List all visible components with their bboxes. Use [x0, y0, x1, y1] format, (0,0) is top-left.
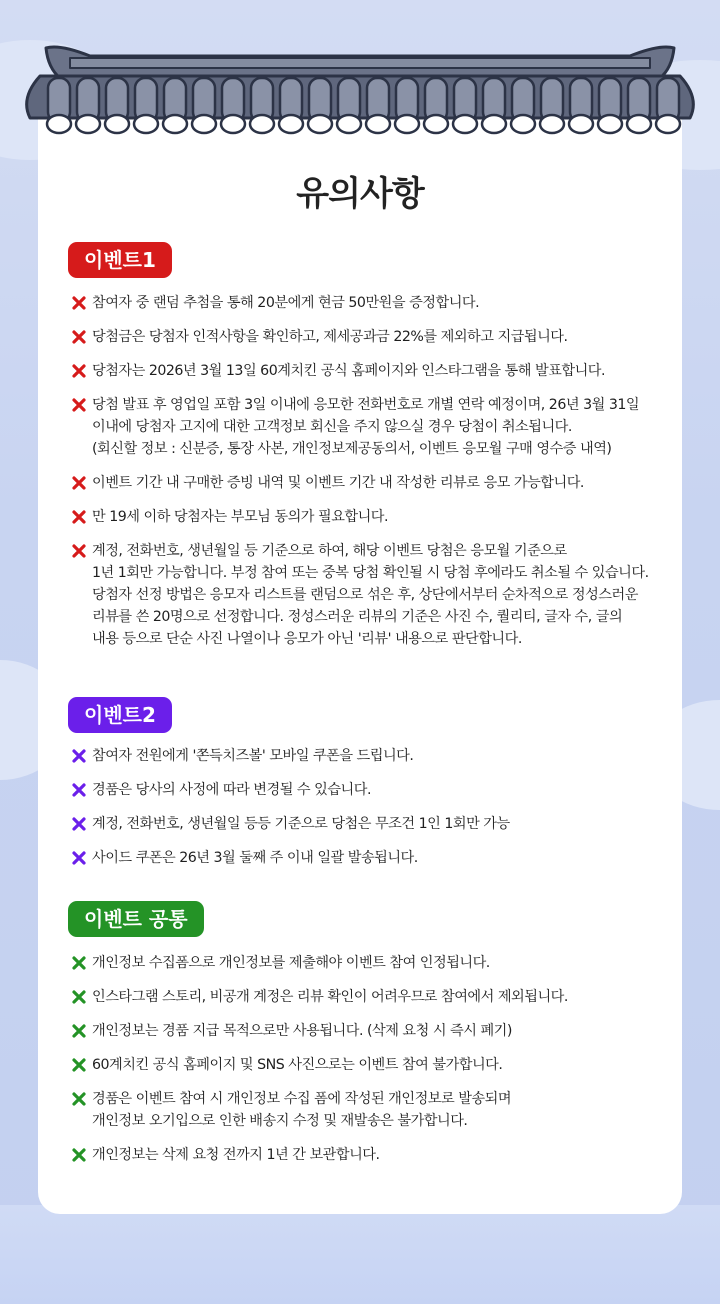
roof-tile-end	[76, 115, 100, 133]
notice-item	[72, 1020, 682, 1042]
notice-item-line: 참여자 중 랜덤 추첨을 통해 20분에게 현금 50만원을 증정합니다.	[92, 295, 480, 311]
bullet-x-icon	[72, 476, 86, 490]
notice-item-line: 개인정보는 삭제 요청 전까지 1년 간 보관합니다.	[92, 1147, 380, 1163]
bullet-x-icon	[72, 296, 86, 310]
notice-item	[72, 1054, 682, 1076]
notice-item-line: 만 19세 이하 당첨자는 부모님 동의가 필요합니다.	[92, 509, 389, 525]
roof-tile-end	[163, 115, 187, 133]
bullet-x-icon	[72, 330, 86, 344]
notice-item	[72, 326, 682, 348]
notice-item-line: 당첨금은 당첨자 인적사항을 확인하고, 제세공과금 22%를 제외하고 지급됩니다.	[92, 329, 568, 345]
roof-tile-end	[656, 115, 680, 133]
bullet-x-icon	[72, 1148, 86, 1162]
bullet-x-icon	[72, 1092, 86, 1106]
notice-item-line: 리뷰를 쓴 20명으로 선정합니다. 정성스러운 리뷰의 기준은 사진 수, 퀄리티, 글자 수, 글의	[92, 609, 623, 625]
notice-item-line: 당첨 발표 후 영업일 포함 3일 이내에 응모한 전화번호로 개별 연락 예정이며, 26년 3월 31일	[92, 397, 640, 413]
bullet-x-icon	[72, 544, 86, 558]
notice-item-line: 1년 1회만 가능합니다. 부정 참여 또는 중복 당첨 확인될 시 당첨 후에라도 취소될 수 있습니다.	[92, 565, 649, 581]
page-title: 유의사항	[296, 174, 424, 214]
roof-tile-end	[627, 115, 651, 133]
notice-item-line: 당첨자 선정 방법은 응모자 리스트를 랜덤으로 섞은 후, 상단에서부터 순차적으로 정성스러운	[92, 587, 638, 603]
notice-item	[72, 1144, 682, 1166]
notice-item	[72, 292, 682, 314]
notice-item	[72, 952, 682, 974]
notice-item-line: 이벤트 기간 내 구매한 증빙 내역 및 이벤트 기간 내 작성한 리뷰로 응모 가능합니다.	[92, 475, 584, 491]
bullet-x-icon	[72, 1024, 86, 1038]
notice-item	[72, 847, 682, 869]
notice-item-line: 이내에 당첨자 고지에 대한 고객정보 회신을 주지 않으실 경우 당첨이 취소됩니다.	[92, 419, 572, 435]
event1-list	[72, 292, 682, 662]
notice-item	[72, 745, 682, 767]
roof-tile-end	[250, 115, 274, 133]
notice-item	[72, 394, 682, 460]
roof-tile-end	[134, 115, 158, 133]
notice-item-line: 내용 등으로 단순 사진 나열이나 응모가 아닌 '리뷰' 내용으로 판단합니다.	[92, 631, 522, 647]
roof-tile-end	[598, 115, 622, 133]
bullet-x-icon	[72, 783, 86, 797]
event2-list	[72, 745, 682, 881]
notice-item	[72, 1088, 682, 1132]
notice-item-line: 계정, 전화번호, 생년월일 등등 기준으로 당첨은 무조건 1인 1회만 가능	[92, 816, 510, 832]
notice-item-line: 사이드 쿠폰은 26년 3월 둘째 주 이내 일괄 발송됩니다.	[92, 850, 418, 866]
notice-item-line: 개인정보 수집폼으로 개인정보를 제출해야 이벤트 참여 인정됩니다.	[92, 955, 490, 971]
roof-tile-end	[511, 115, 535, 133]
roof-tile-end	[221, 115, 245, 133]
roof-tile-end	[540, 115, 564, 133]
event2-badge: 이벤트2	[68, 697, 172, 733]
notice-item-line: 계정, 전화번호, 생년월일 등 기준으로 하여, 해당 이벤트 당첨은 응모월 기준으로	[92, 543, 567, 559]
notice-item	[72, 779, 682, 801]
roof-tile-end	[308, 115, 332, 133]
bullet-x-icon	[72, 990, 86, 1004]
notice-item	[72, 540, 682, 650]
roof-tile-end	[453, 115, 477, 133]
bullet-x-icon	[72, 749, 86, 763]
bottom-mist	[0, 1205, 720, 1304]
notice-item-line: (회신할 정보 : 신분증, 통장 사본, 개인정보제공동의서, 이벤트 응모월 구매 영수증 내역)	[92, 441, 612, 457]
bullet-x-icon	[72, 510, 86, 524]
roof-tile-end	[279, 115, 303, 133]
bullet-x-icon	[72, 851, 86, 865]
bullet-x-icon	[72, 364, 86, 378]
roof-tile-illustration	[0, 38, 720, 138]
notice-item-line: 60계치킨 공식 홈페이지 및 SNS 사진으로는 이벤트 참여 불가합니다.	[92, 1057, 503, 1073]
roof-tile-end	[569, 115, 593, 133]
notice-item-line: 개인정보 오기입으로 인한 배송지 수정 및 재발송은 불가합니다.	[92, 1113, 468, 1129]
roof-tile-end	[337, 115, 361, 133]
roof-tile-end	[482, 115, 506, 133]
notice-item-line: 당첨자는 2026년 3월 13일 60계치킨 공식 홈페이지와 인스타그램을 통해 발표합니다.	[92, 363, 605, 379]
notice-item-line: 경품은 이벤트 참여 시 개인정보 수집 폼에 작성된 개인정보로 발송되며	[92, 1091, 512, 1107]
notice-item	[72, 472, 682, 494]
notice-item-line: 인스타그램 스토리, 비공개 계정은 리뷰 확인이 어려우므로 참여에서 제외됩니다.	[92, 989, 568, 1005]
roof-tile-end	[424, 115, 448, 133]
notice-item	[72, 360, 682, 382]
bullet-x-icon	[72, 956, 86, 970]
event1-badge: 이벤트1	[68, 242, 172, 278]
bullet-x-icon	[72, 817, 86, 831]
notice-item-line: 개인정보는 경품 지급 목적으로만 사용됩니다. (삭제 요청 시 즉시 폐기)	[92, 1023, 512, 1039]
bullet-x-icon	[72, 398, 86, 412]
notice-item	[72, 986, 682, 1008]
roof-tile-end	[366, 115, 390, 133]
bullet-x-icon	[72, 1058, 86, 1072]
notice-item-line: 참여자 전원에게 '쫀득치즈볼' 모바일 쿠폰을 드립니다.	[92, 748, 414, 764]
roof-tile-end	[105, 115, 129, 133]
roof-tile-end	[192, 115, 216, 133]
roof-tile-end	[47, 115, 71, 133]
common-badge: 이벤트 공통	[68, 901, 204, 937]
notice-item	[72, 813, 682, 835]
common-list	[72, 952, 682, 1178]
roof-tile-end	[395, 115, 419, 133]
notice-item	[72, 506, 682, 528]
notice-item-line: 경품은 당사의 사정에 따라 변경될 수 있습니다.	[92, 782, 371, 798]
